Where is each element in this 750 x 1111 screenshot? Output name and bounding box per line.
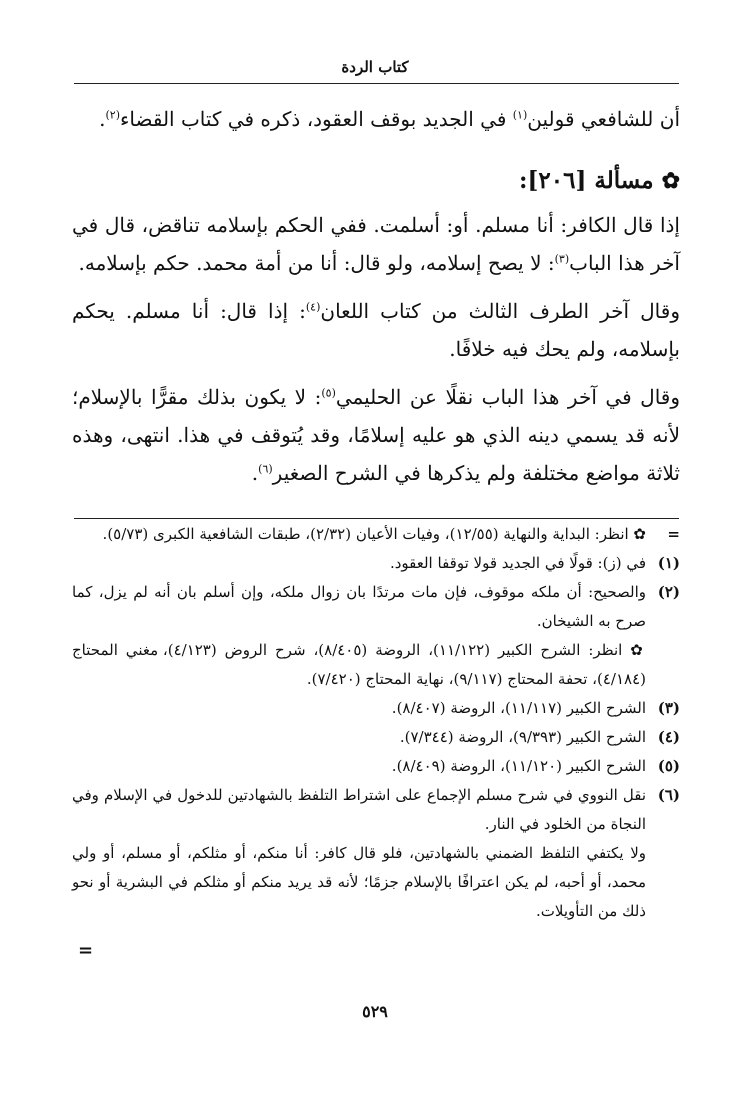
footnote-number [652, 636, 680, 694]
footnote-text: والصحيح: أن ملكه موقوف، فإن مات مرتدًا بان زوال ملكه، وإن أسلم بان أنه لم يزل، كما صرح به الشيخان. [72, 583, 646, 630]
footnote-text: الشرح الكبير (١١/١١٧)، الروضة (٨/٤٠٧). [391, 699, 646, 717]
footnote-number: (٦) [657, 786, 680, 804]
footnote-text: ✿ انظر: الشرح الكبير (١١/١٢٢)، الروضة (٨/٤٠٥)، شرح الروض (٤/١٢٣)، مغني المحتاج (٤/١٨٤)، تحفة المحتاج (٩/١١٧)، نهاية المحتاج (٧/٤٢٠). [72, 641, 646, 688]
footnote-item [72, 781, 680, 839]
footnote-item [72, 636, 680, 694]
footnotes [72, 520, 680, 926]
header-rule [74, 83, 679, 84]
paragraph-2: إذا قال الكافر: أنا مسلم. أو: أسلمت. ففي الحكم بإسلامه تناقض، قال في آخر هذا الباب$^{(٣)}$: لا يصح إسلامه، ولو قال: أنا من أمة محمد. حكم بإسلامه. [72, 213, 680, 275]
footnote-number [652, 839, 680, 926]
footnote-text: نقل النووي في شرح مسلم الإجماع على اشتراط التلفظ بالشهادتين للدخول في الإسلام وفي النجاة من الخلود في النار. [72, 786, 646, 833]
footnote-number: (٣) [657, 699, 680, 717]
paragraph-4: وقال في آخر هذا الباب نقلًا عن الحليمي$^{(٥)}$: لا يكون بذلك مقرًّا بالإسلام؛ لأنه قد يسمي دينه الذي هو عليه إسلامًا، وقد يُتوقف في هذا. انتهى، وهذه ثلاثة مواضع مختلفة ولم يذكرها في الشرح الصغير$^{(٦)}$. [72, 385, 681, 485]
footnote-ref-5[interactable]: (٥) [321, 386, 336, 400]
footnote-item [72, 723, 680, 752]
footnote-text: ✿ انظر: البداية والنهاية (١٢/٥٥)، وفيات الأعيان (٢/٣٢)، طبقات الشافعية الكبرى (٥/٧٣). [102, 525, 646, 543]
footnote-text: الشرح الكبير (٩/٣٩٣)، الروضة (٧/٣٤٤). [399, 728, 646, 746]
footnote-text: الشرح الكبير (١١/١٢٠)، الروضة (٨/٤٠٩). [391, 757, 646, 775]
footnote-ref-2[interactable]: (٢) [105, 108, 120, 122]
footnote-rule [74, 518, 679, 519]
footnote-number: (٢) [657, 583, 680, 601]
footnote-item [72, 578, 680, 636]
footnote-ref-3[interactable]: (٣) [554, 252, 570, 266]
paragraph-3: وقال آخر الطرف الثالث من كتاب اللعان$^{(٤)}$: إذا قال: أنا مسلم. يحكم بإسلامه، ولم يحك فيه خلافًا. [72, 299, 680, 361]
continued-mark: = [78, 940, 94, 961]
footnote-item [72, 694, 680, 723]
continuation-mark: = [667, 525, 680, 543]
main-text [72, 100, 680, 502]
footnote-item [72, 549, 680, 578]
footnote-text: في (ز): قولًا في الجديد قولا توقفا العقود. [389, 554, 646, 572]
footnote-number: (٤) [657, 728, 680, 746]
running-header: كتاب الردة [341, 58, 409, 76]
issue-heading [72, 162, 680, 200]
footnote-continuation [72, 520, 680, 549]
footnote-ref-4[interactable]: (٤) [305, 300, 321, 314]
flower-icon: ✿ [661, 168, 680, 194]
footnote-ref-6[interactable]: (٦) [258, 462, 273, 476]
footnote-ref-1[interactable]: (١) [512, 108, 528, 122]
issue-title: مسألة [٢٠٦]: [519, 167, 654, 194]
footnote-text: ولا يكتفي التلفظ الضمني بالشهادتين، فلو قال كافر: أنا منكم، أو مثلكم، أو مسلم، أو ولي محمد، أو أحبه، لم يكن اعترافًا بالإسلام جزمًا؛ لأنه قد يريد منكم أو مثلكم في البشرية أو نحو ذلك من التأويلات. [72, 844, 646, 920]
footnote-number: (٥) [657, 757, 680, 775]
page-number: ٥٢٩ [362, 1002, 388, 1021]
footnote-number: (١) [657, 554, 680, 572]
paragraph-1: أن للشافعي قولين$^{(١)}$ في الجديد بوقف العقود، ذكره في كتاب القضاء$^{(٢)}$. [99, 107, 680, 131]
footnote-item [72, 839, 680, 926]
footnote-item [72, 752, 680, 781]
